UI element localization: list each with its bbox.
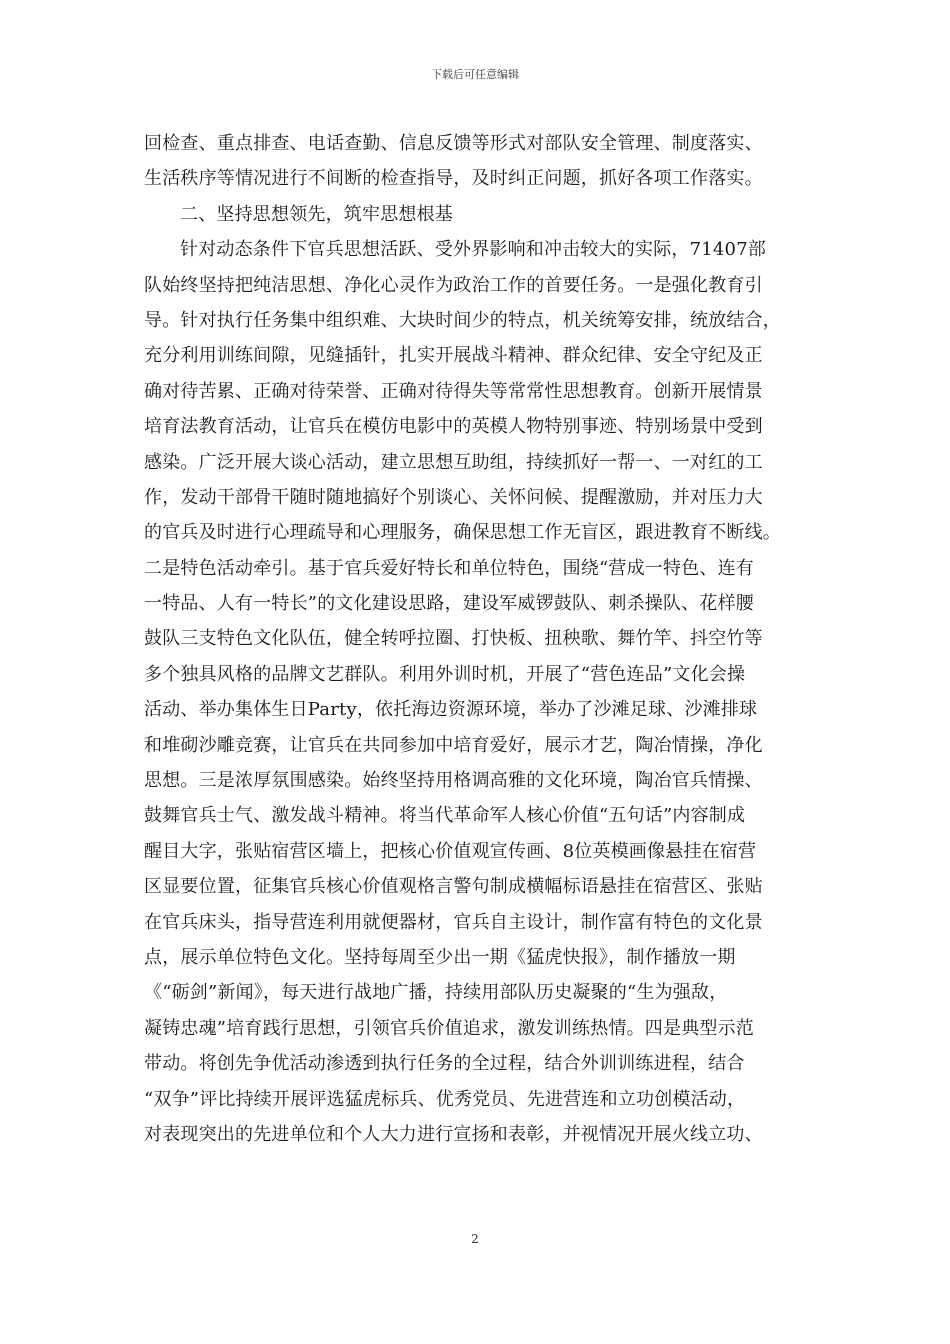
text-line: 确对待苦累、正确对待荣誉、正确对待得失等常常性思想教育。创新开展情景 <box>144 380 763 402</box>
text-line: 回检查、重点排查、电话查勤、信息反馈等形式对部队安全管理、制度落实、 <box>144 133 763 154</box>
text-line: 对表现突出的先进单位和个人大力进行宣扬和表彰，并视情况开展火线立功、 <box>144 1123 763 1145</box>
text-line: “双争”评比持续开展评选猛虎标兵、优秀党员、先进营连和立功创模活动， <box>144 1088 746 1110</box>
text-line: 鼓队三支特色文化队伍，健全转呼拉圈、打快板、扭秧歌、舞竹竿、抖空竹等 <box>144 628 763 650</box>
text-line: 《“砺剑”新闻》，每天进行战地广播，持续用部队历史凝聚的“生为强敌， <box>144 982 728 1004</box>
text-line: 鼓舞官兵士气、激发战斗精神。将当代革命军人核心价值“五句话”内容制成 <box>144 805 746 827</box>
paragraph-first-line: 针对动态条件下官兵思想活跃、受外界影响和冲击较大的实际，71407部 <box>180 239 767 261</box>
page-header-note: 下载后可任意编辑 <box>431 68 519 81</box>
text-line: 二是特色活动牵引。基于官兵爱好特长和单位特色，围绕“营成一特色、连有 <box>144 557 754 579</box>
text-line: 醒目大字，张贴宿营区墙上，把核心价值观宣传画、8位英模画像悬挂在宿营 <box>144 840 757 862</box>
text-line: 作，发动干部骨干随时随地搞好个别谈心、关怀问候、提醒激励，并对压力大 <box>144 486 763 508</box>
text-line: 带动。将创先争优活动渗透到执行任务的全过程，结合外训训练进程，结合 <box>144 1053 745 1075</box>
page-number: 2 <box>471 1232 479 1246</box>
text-line: 凝铸忠魂”培育践行思想，引领官兵价值追求，激发训练热情。四是典型示范 <box>144 1017 754 1039</box>
text-line: 和堆砌沙雕竞赛，让官兵在共同参加中培育爱好，展示才艺，陶冶情操，净化 <box>144 734 763 756</box>
text-line: 多个独具风格的品牌文艺群队。利用外训时机，开展了“营色连品”文化会操 <box>144 663 746 685</box>
section-heading: 二、坚持思想领先，筑牢思想根基 <box>180 203 453 225</box>
text-line: 一特品、人有一特长”的文化建设思路，建设军威锣鼓队、刺杀操队、花样腰 <box>144 593 754 615</box>
text-line: 活动、举办集体生日Party，依托海边资源环境，举办了沙滩足球、沙滩排球 <box>144 699 758 721</box>
text-line: 培育法教育活动，让官兵在模仿电影中的英模人物特别事迹、特别场景中受到 <box>144 416 763 438</box>
text-line: 在官兵床头，指导营连利用就便器材，官兵自主设计，制作富有特色的文化景 <box>144 911 763 933</box>
text-line: 生活秩序等情况进行不间断的检查指导，及时纠正问题，抓好各项工作落实。 <box>144 168 763 190</box>
text-line: 点，展示单位特色文化。坚持每周至少出一期《猛虎快报》，制作播放一期 <box>144 946 736 968</box>
text-line: 充分利用训练间隙，见缝插针，扎实开展战斗精神、群众纪律、安全守纪及正 <box>144 345 763 367</box>
text-line: 的官兵及时进行心理疏导和心理服务，确保思想工作无盲区，跟进教育不断线。 <box>144 522 781 544</box>
text-line: 思想。三是浓厚氛围感染。始终坚持用格调高雅的文化环境，陶冶官兵情操、 <box>144 770 763 792</box>
text-line: 导。针对执行任务集中组织难、大块时间少的特点，机关统筹安排，统放结合， <box>144 309 781 331</box>
text-line: 区显要位置，征集官兵核心价值观格言警句制成横幅标语悬挂在宿营区、张贴 <box>144 876 763 898</box>
text-line: 感染。广泛开展大谈心活动，建立思想互助组，持续抓好一帮一、一对红的工 <box>144 451 763 473</box>
document-body <box>144 126 809 1152</box>
text-line: 队始终坚持把纯洁思想、净化心灵作为政治工作的首要任务。一是强化教育引 <box>144 274 763 296</box>
